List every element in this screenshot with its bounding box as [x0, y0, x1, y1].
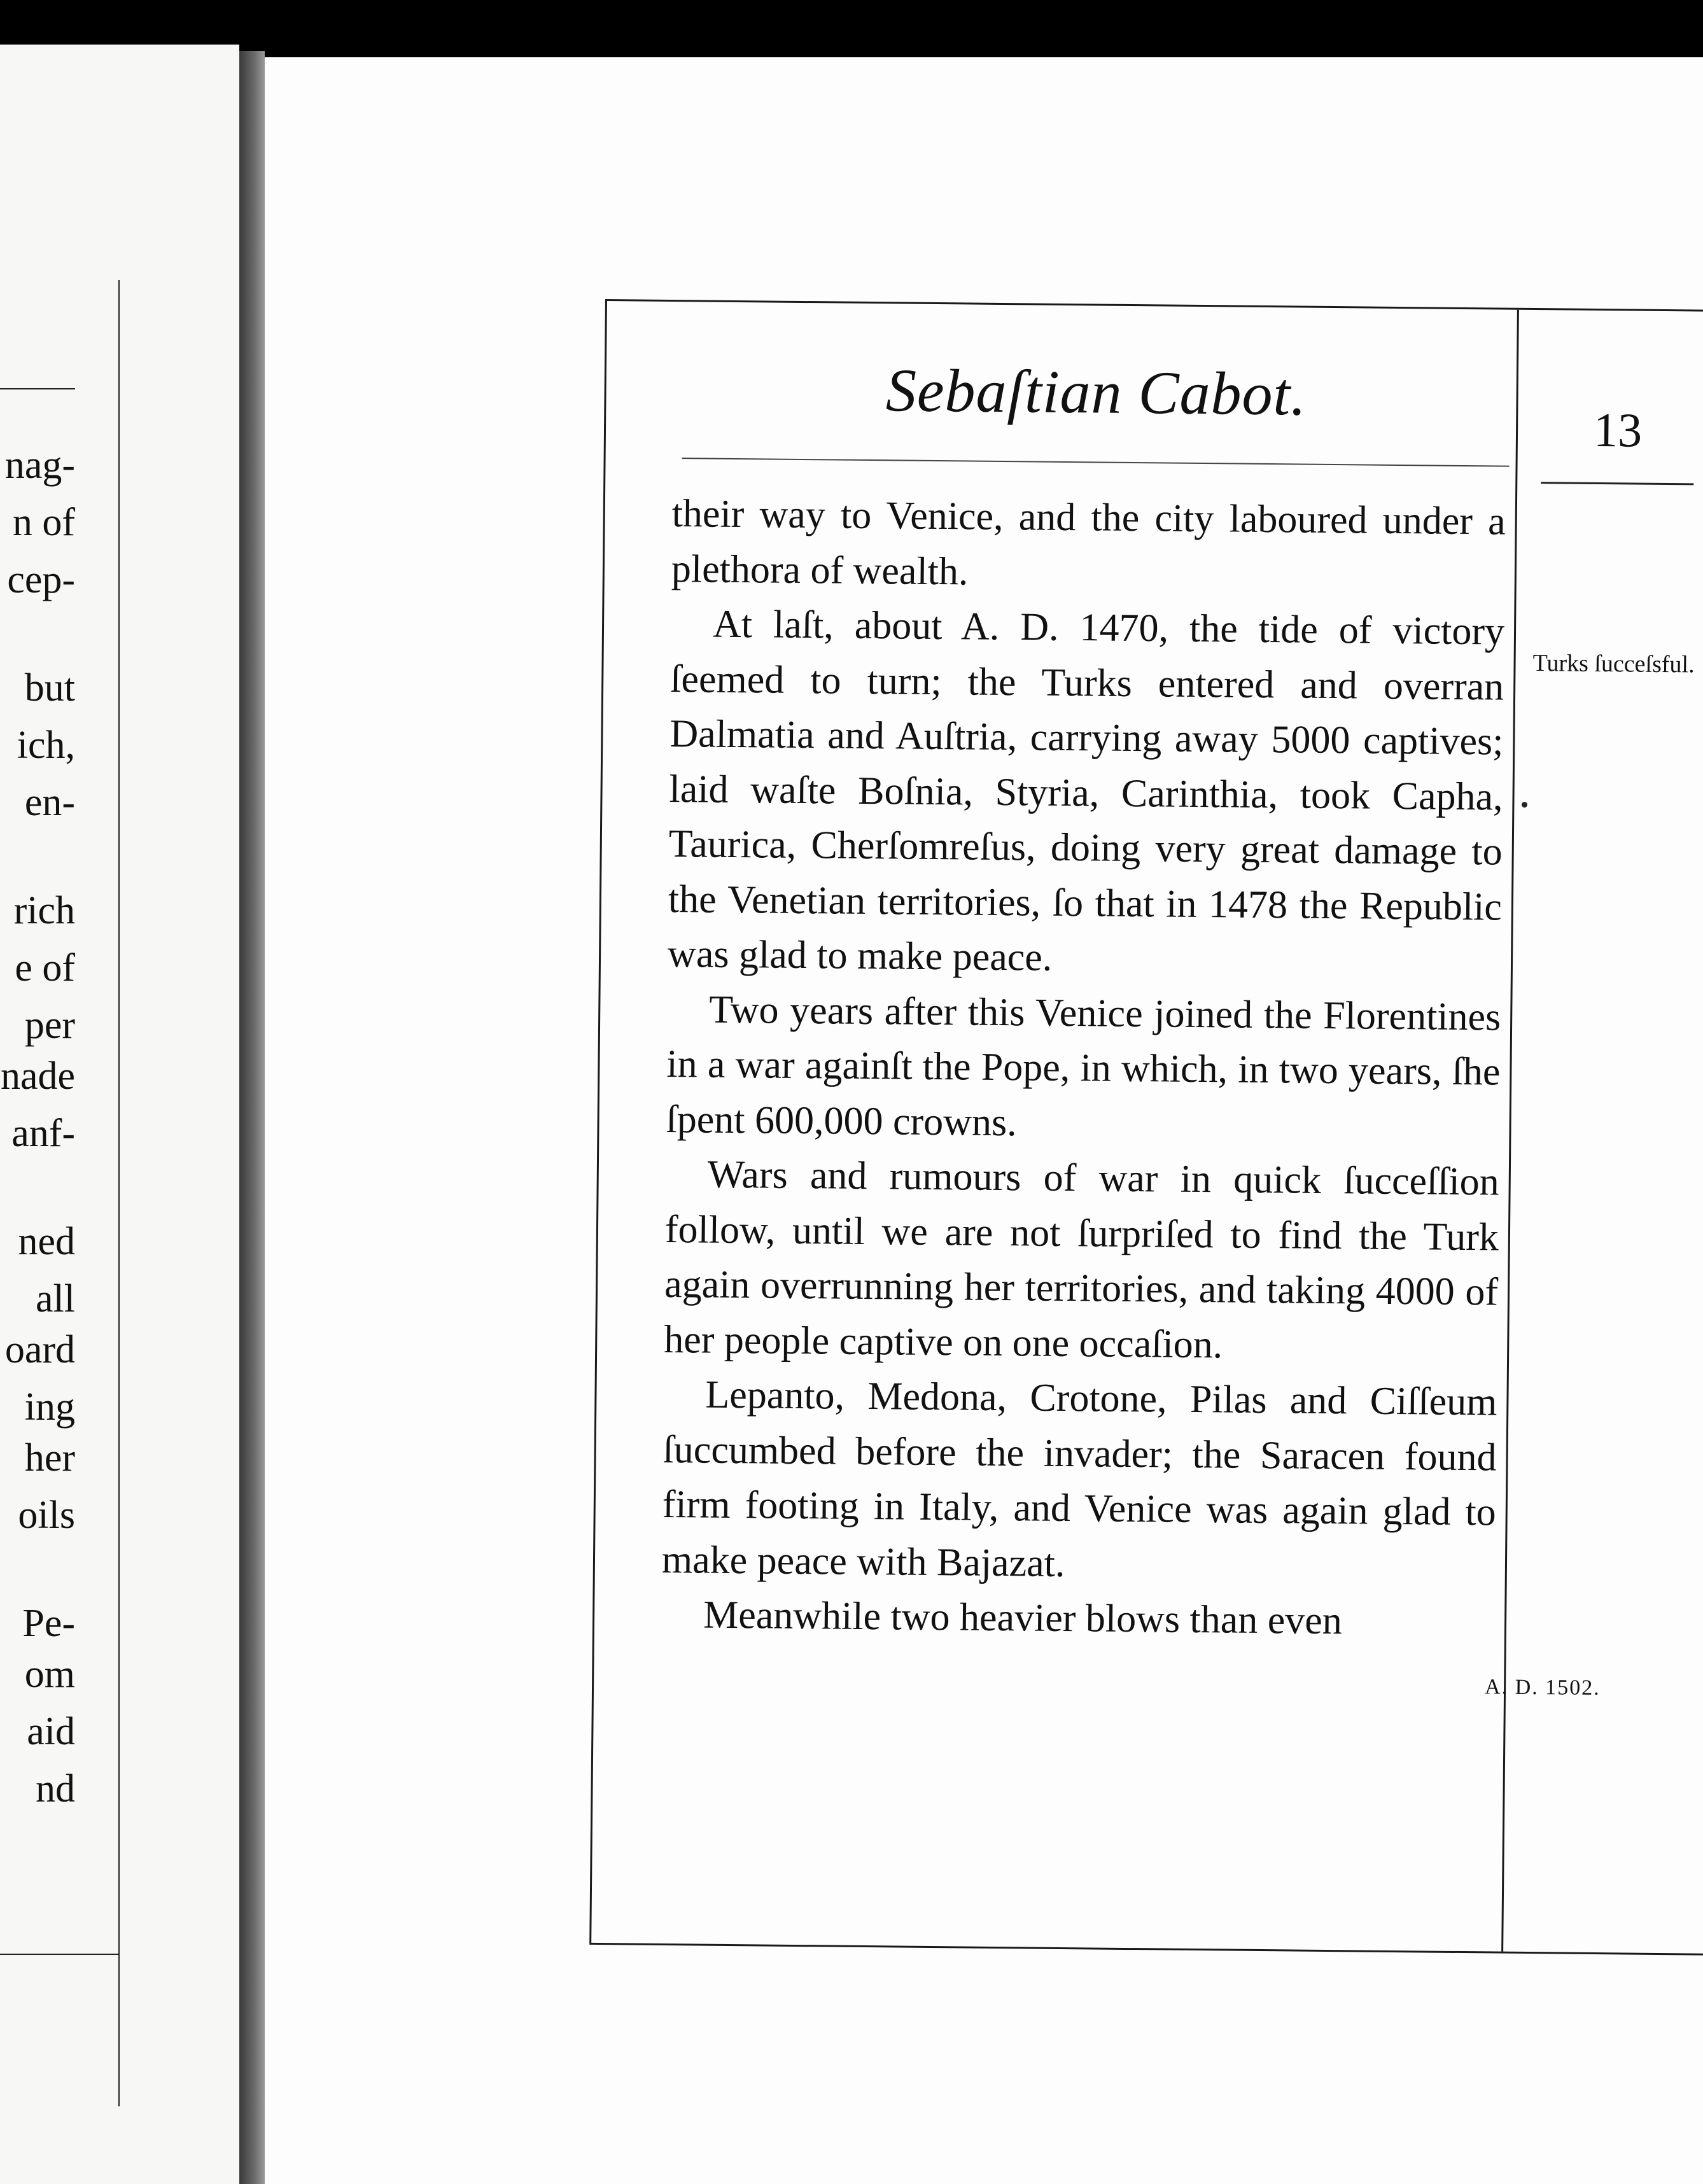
- left-page-line: ing: [24, 1385, 75, 1429]
- running-head: Sebaſtian Cabot.: [885, 356, 1307, 428]
- left-page: [0, 45, 239, 2184]
- left-page-line: ich,: [17, 724, 75, 767]
- left-page-line: oils: [18, 1494, 75, 1537]
- ink-speck: [1522, 802, 1527, 808]
- left-page-line: her: [24, 1436, 75, 1480]
- left-page-line: rich: [13, 889, 75, 932]
- left-page-line: oard: [4, 1328, 75, 1371]
- left-frame-rule: [0, 388, 75, 389]
- left-page-line: all: [36, 1277, 75, 1320]
- page-number-rule: [1541, 482, 1693, 485]
- paragraph: At laſt, about A. D. 1470, the tide of victory ſeemed to turn; the Turks entered and overran Dalmatia and Auſtria, carrying away 5000 captives; laid waſte Boſnia, Styria, Carinthia, took Capha, Taurica, Cherſomreſus, doing very great damage to the Venetian territories, ſo that in 1478 the Republic was glad to make peace.: [667, 602, 1505, 979]
- left-page-line: n of: [12, 501, 75, 544]
- paragraph: Wars and rumours of war in quick ſucceſſion follow, until we are not ſurpriſed to find the Turk again overrunning her territories, and taking 4000 of her people captive on one occaſion.: [663, 1152, 1500, 1366]
- paragraph: their way to Venice, and the city laboured under a plethora of wealth.: [671, 492, 1506, 593]
- left-page-line: nade: [0, 1054, 75, 1098]
- left-page-line: Pe-: [22, 1602, 75, 1645]
- sidenote-date: A. D. 1502.: [1484, 1675, 1601, 1700]
- left-page-line: anf-: [11, 1112, 75, 1155]
- header-rule: [682, 458, 1510, 466]
- paragraph: Lepanto, Medona, Crotone, Pilas and Ciſſeum ſuccumbed before the invader; the Saracen found firm footing in Italy, and Venice was again glad to make peace with Bajazat.: [661, 1373, 1497, 1585]
- right-page: [265, 57, 1703, 2184]
- left-page-line: e of: [15, 946, 75, 990]
- left-page-line: en-: [24, 781, 75, 824]
- sidenote-turks: Turks ſucceſsful.: [1532, 650, 1695, 678]
- left-page-line: aid: [27, 1710, 75, 1753]
- left-page-line: nd: [36, 1767, 75, 1810]
- page-frame: [589, 299, 1703, 1956]
- left-frame-bottom-rule: [0, 1954, 118, 1955]
- left-page-line: om: [24, 1653, 75, 1696]
- left-frame-border: [118, 280, 120, 2106]
- left-page-line: cep-: [7, 558, 75, 601]
- body-text: [661, 486, 1506, 1650]
- paragraph: Two years after this Venice joined the Florentines in a war againſt the Pope, in which, in two years, ſhe ſpent 600,000 crowns.: [666, 988, 1501, 1144]
- book-gutter: [239, 51, 265, 2184]
- page-number: 13: [1593, 403, 1643, 458]
- left-page-line: nag-: [4, 444, 75, 487]
- left-page-line: ned: [18, 1220, 75, 1263]
- paragraph: Meanwhile two heavier blows than even: [703, 1593, 1343, 1643]
- left-page-line: but: [24, 666, 75, 710]
- left-page-line: per: [24, 1004, 75, 1047]
